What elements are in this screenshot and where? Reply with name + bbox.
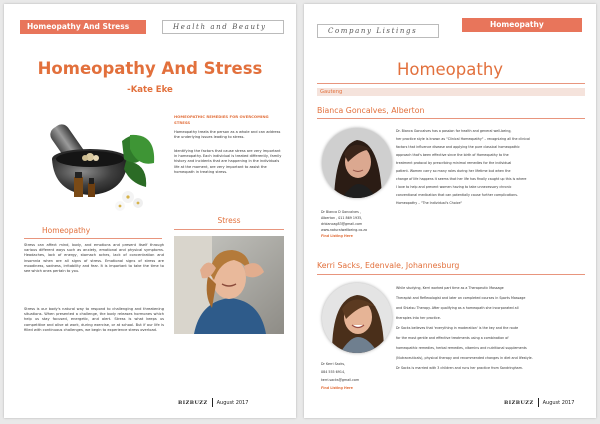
listing-line: and Shiatsu Therapy. After qualifying as a homeopath she incorporated all (396, 306, 519, 310)
footer (504, 398, 574, 408)
homeopathy-heading: Homeopathy (42, 226, 91, 235)
footer-divider (538, 398, 539, 407)
listing-line: homeopathic remedies, herbal remedies, vitamins and nutritional supplements (396, 346, 527, 350)
section-header: Company Listings (317, 24, 439, 38)
contact-email[interactable]: kerri.sacks@gmail.com (321, 378, 360, 382)
listing-name-2: Kerri Sacks, Edenvale, Johannesburg (317, 261, 460, 270)
listing-line: approach that's been effective since the birth of Homeopathy to the (396, 153, 509, 157)
listing-line: While studying, Kerri worked part time as a Therapeutic Massage (396, 286, 504, 290)
section-tag: Homeopathy (462, 18, 582, 32)
find-listing-link-1[interactable]: Find Listing Here (321, 234, 353, 238)
contact-1 (321, 209, 391, 239)
listing-rule-1 (317, 118, 585, 119)
avatar-kerri (322, 283, 392, 353)
section-tag: Homeopathy And Stress (20, 20, 146, 34)
listing-line: treatment protocol by prescribing minimal remedies for the individual (396, 161, 512, 165)
contact-email[interactable]: drbiancag83@gmail.com (321, 222, 363, 226)
listing-text-2 (396, 283, 588, 373)
listing-name-1: Bianca Goncalves, Alberton (317, 106, 425, 115)
footer-brand: BIZBUZZ (178, 400, 208, 406)
find-listing-link-2[interactable]: Find Listing Here (321, 386, 353, 390)
contact-line: 084 555 6914, (321, 370, 346, 374)
footer (178, 398, 248, 408)
page-title: Homeopathy (396, 60, 504, 79)
remedies-paragraph-1: Homeopathy treats the person as a whole and can address the underlying issues leading to stress. (174, 130, 281, 140)
stress-section (174, 216, 284, 230)
footer-date: August 2017 (542, 400, 575, 406)
remedies-column (174, 114, 284, 186)
remedies-heading: HOMEOPATHIC REMEDIES FOR OVERCOMING STRESS (174, 114, 269, 125)
right-page (304, 4, 596, 418)
contact-2 (321, 360, 391, 392)
contact-line: Dr Bianca D Goncalves , (321, 210, 361, 214)
listing-line: Therapist and Reflexologist and later on completed courses in Sports Massage (396, 296, 526, 300)
body-paragraph-2: Stress is our body's natural way to respond to challenging and threatening situations. When presented a challenge, the body releases hormones which help us stay focused, energetic, and alert. Stress is what keeps us competitive and alive at work, during exercise, or at school. But if our life is filled with continuous challenges, we begin to experience stress overload. (24, 307, 164, 332)
stress-rule (174, 229, 284, 230)
footer-brand: BIZBUZZ (504, 400, 534, 406)
listing-line: Dr Sacks believes that 'everything in moderation' is the key and the route (396, 326, 519, 330)
stress-heading: Stress (217, 216, 241, 225)
listing-line: patient. Women carry so many roles during her lifetime but when the (396, 169, 511, 173)
listing-rule-2 (317, 274, 585, 275)
homeopathy-section (24, 226, 164, 367)
body-paragraph-1: Stress can affect mind, body, and emotions and present itself through various different ways such as anxiety, emotional and physical symptoms. Headaches, lack of energy, stomach aches, lack of concentration and insomnia when are all signs of stress. Emotional signs of stress are moodiness, sadness, irritability and fear. It is important to take the time to see which ones pertain to you. (24, 243, 164, 274)
heading-rule (24, 238, 162, 239)
listing-line: I love to help and prevent women having to take unnecessary chronic (396, 185, 512, 189)
listing-line: conventional medication that can potentially cause further complications. (396, 193, 519, 197)
listing-line: (Nutraceuticals), physical therapy and recommended changes in diet and lifestyle. (396, 356, 533, 360)
stressed-woman-photo (174, 236, 284, 334)
listing-line: Dr. Bianca Goncalves has a passion for health and general well-being, (396, 129, 512, 133)
page-title: Homeopathy And Stress (37, 59, 263, 78)
author: -Kate Eke (127, 85, 173, 95)
footer-date: August 2017 (216, 400, 249, 406)
contact-line: Dr Kerri Sacks, (321, 362, 346, 366)
contact-line: Alberton , 011 869 1935, (321, 216, 363, 220)
title-rule (317, 83, 585, 84)
listing-line: for the most gentle and effective treatments using a combination of (396, 336, 509, 340)
left-page (4, 4, 296, 418)
contact-website[interactable]: www.naturalwellbeing.co.za (321, 228, 368, 232)
footer-divider (212, 398, 213, 407)
listing-text-1 (396, 127, 586, 207)
listing-line: factors that influence disease and applying the pure classical homeopathic (396, 145, 520, 149)
listing-line: her practice style is known as "Clinical Homeopathy" – recognizing all the clinical (396, 137, 530, 141)
section-header: Health and Beauty (162, 20, 284, 34)
avatar-bianca (322, 128, 392, 198)
listing-line: change of life happens it seems that her life has finally caught up this is where (396, 177, 527, 181)
remedies-paragraph-2: Identifying the factors that cause stress are very important in homeopathy. Each individual is treated differently, family history and incidents that are happening in the individuals life at the moment, are very important to assist the homeopath in treating stress. (174, 149, 282, 174)
listing-line: Homeopathy – "The Individual's Choice" (396, 201, 463, 205)
listing-line: Dr Sacks is married with 3 children and runs her practice from Sandringham. (396, 366, 523, 370)
mortar-pestle-image (30, 111, 161, 216)
listing-line: therapies into her practice. (396, 316, 441, 320)
region-bar: Gauteng (317, 88, 585, 96)
